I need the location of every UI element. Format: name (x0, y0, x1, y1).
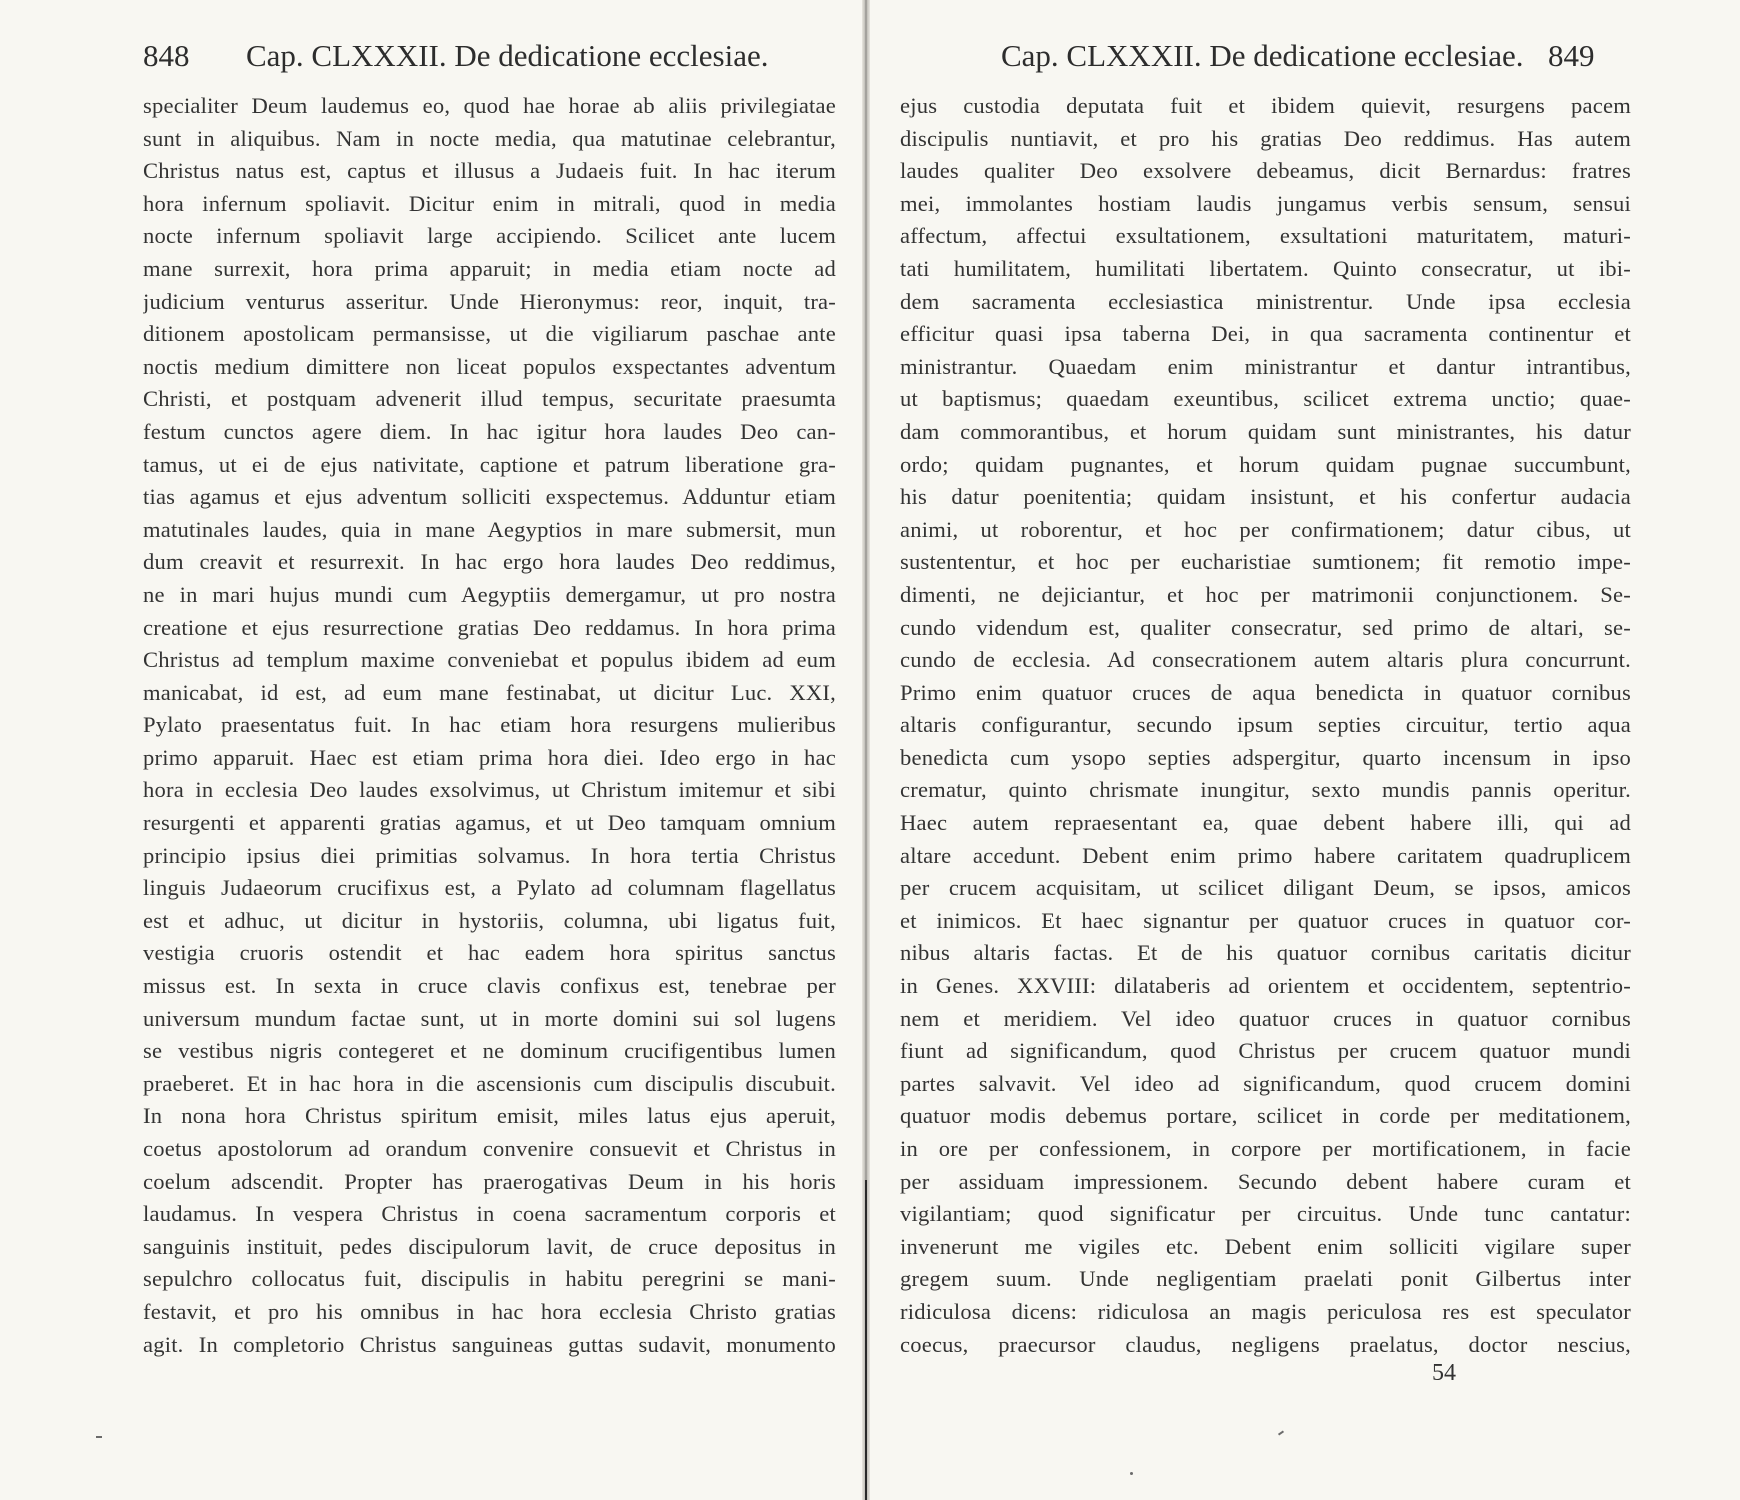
text-line: sepulchro collocatus fuit, discipulis in habitu peregrini se mani- (143, 1266, 836, 1292)
text-line: efficitur quasi ipsa taberna Dei, in qua sacramenta continentur et (900, 321, 1631, 347)
text-line: In nona hora Christus spiritum emisit, miles latus ejus aperuit, (143, 1103, 836, 1129)
text-line: gregem suum. Unde negligentiam praelati ponit Gilbertus inter (900, 1266, 1631, 1292)
text-line: creatione et ejus resurrectione gratias Deo reddamus. In hora prima (143, 614, 836, 640)
text-line: tati humilitatem, humilitati libertatem. Quinto consecratur, ut ibi- (900, 255, 1631, 281)
text-line: universum mundum factae sunt, ut in morte domini sui sol lugens (143, 1005, 836, 1031)
text-line: Haec autem repraesentant ea, quae debent habere illi, qui ad (900, 810, 1631, 836)
text-line: dem sacramenta ecclesiastica ministrentur. Unde ipsa ecclesia (900, 288, 1631, 314)
text-line: in Genes. XXVIII: dilataberis ad orientem et occidentem, septentrio- (900, 973, 1631, 999)
text-line: tamus, ut ei de ejus nativitate, captione et patrum liberatione gra- (143, 451, 836, 477)
text-line: dam commorantibus, et horum quidam sunt ministrantes, his datur (900, 418, 1631, 444)
text-line: per crucem acquisitam, ut scilicet diligant Deum, se ipsos, amicos (900, 875, 1631, 901)
text-line: primo apparuit. Haec est etiam prima hora diei. Ideo ergo in hac (143, 744, 836, 770)
text-line: specialiter Deum laudemus eo, quod hae horae ab aliis privilegiatae (143, 93, 836, 118)
text-line: est et adhuc, ut dicitur in hystoriis, columna, ubi ligatus fuit, (143, 907, 836, 933)
text-line: cundo videndum est, qualiter consecratur, sed primo de altari, se- (900, 614, 1631, 640)
text-line: per assiduam impressionem. Secundo debent habere curam et (900, 1168, 1631, 1194)
text-line: praeberet. Et in hac hora in die ascensionis cum discipulis discubuit. (143, 1070, 836, 1096)
text-line: mane surrexit, hora prima apparuit; in media etiam nocte ad (143, 255, 836, 281)
text-line: altaris configurantur, secundo ipsum septies circuitur, tertio aqua (900, 712, 1631, 738)
right-running-head: Cap. CLXXXII. De dedicatione ecclesiae. (1001, 38, 1524, 73)
text-line: ditionem apostolicam permansisse, ut die vigiliarum paschae ante (143, 321, 836, 347)
text-line: principio ipsius diei primitias solvamus. In hora tertia Christus (143, 842, 836, 868)
text-line: sunt in aliquibus. Nam in nocte media, qua matutinae celebrantur, (143, 125, 836, 151)
text-line: se vestibus nigris contegeret et ne dominum crucifigentibus lumen (143, 1038, 836, 1064)
text-line: benedicta cum ysopo septies adspergitur, quarto incensum in ipso (900, 744, 1631, 770)
text-line: missus est. In sexta in cruce clavis confixus est, tenebrae per (143, 973, 836, 999)
text-line: sanguinis instituit, pedes discipulorum lavit, de cruce depositus in (143, 1233, 836, 1259)
right-body-text (900, 90, 1631, 1361)
text-line: invenerunt me vigiles etc. Debent enim solliciti vigilare super (900, 1233, 1631, 1259)
text-line: hora infernum spoliavit. Dicitur enim in mitrali, quod in media (143, 190, 836, 216)
text-line: ordo; quidam pugnantes, et horum quidam pugnae succumbunt, (900, 451, 1631, 477)
text-line: partes salvavit. Vel ideo ad significandum, quod crucem domini (900, 1070, 1631, 1096)
text-line: fiunt ad significandum, quod Christus per crucem quatuor mundi (900, 1038, 1631, 1064)
text-line: cundo de ecclesia. Ad consecrationem autem altaris plura concurrunt. (900, 647, 1631, 673)
text-line: dimenti, ne dejiciantur, et hoc per matrimonii conjunctionem. Se- (900, 581, 1631, 607)
text-line: Christus ad templum maxime conveniebat et populus ibidem ad eum (143, 647, 836, 673)
text-line: linguis Judaeorum crucifixus est, a Pylato ad columnam flagellatus (143, 875, 836, 901)
text-line: quatuor modis debemus portare, scilicet in corde per meditationem, (900, 1103, 1631, 1129)
text-line: festum cunctos agere diem. In hac igitur hora laudes Deo can- (143, 418, 836, 444)
text-line: resurgenti et apparenti gratias agamus, et ut Deo tamquam omnium (143, 810, 836, 836)
text-line: coetus apostolorum ad orandum convenire consuevit et Christus in (143, 1136, 836, 1161)
text-line: Christus natus est, captus et illusus a Judaeis fuit. In hac iterum (143, 158, 836, 184)
text-line: mei, immolantes hostiam laudis jungamus verbis sensum, sensui (900, 190, 1631, 216)
text-line: manicabat, id est, ad eum mane festinabat, ut dicitur Luc. XXI, (143, 679, 836, 705)
text-line: nem et meridiem. Vel ideo quatuor cruces in quatuor cornibus (900, 1005, 1631, 1031)
text-line: vigilantiam; quod significatur per circuitus. Unde tunc cantatur: (900, 1201, 1631, 1227)
text-line: sustententur, et hoc per eucharistiae sumtionem; fit remotio impe- (900, 549, 1631, 575)
text-line: laudes qualiter Deo exsolvere debeamus, dicit Bernardus: fratres (900, 158, 1631, 184)
text-line: nibus altaris factas. Et de his quatuor cornibus caritatis dicitur (900, 940, 1631, 966)
text-line: animi, ut roborentur, et hoc per confirmationem; datur cibus, ut (900, 516, 1631, 542)
text-line: altare accedunt. Debent enim primo habere caritatem quadruplicem (900, 842, 1631, 868)
left-body-text (143, 90, 836, 1361)
text-line: matutinales laudes, quia in mane Aegyptios in mare submersit, mun (143, 516, 836, 542)
text-line: his datur poenitentia; quidam insistunt, et his confertur audacia (900, 484, 1631, 510)
text-line: Primo enim quatuor cruces de aqua benedicta in quatuor cornibus (900, 679, 1631, 705)
text-line: affectum, affectui exsultationem, exsultationi maturitatem, maturi- (900, 223, 1631, 249)
text-line: coelum adscendit. Propter has praerogativas Deum in his horis (143, 1168, 836, 1194)
text-line: agit. In completorio Christus sanguineas guttas sudavit, monumento (143, 1331, 836, 1357)
text-line: Pylato praesentatus fuit. In hac etiam hora resurgens mulieribus (143, 712, 836, 738)
left-page-number: 848 (143, 38, 190, 73)
text-line: in ore per confessionem, in corpore per mortificationem, in facie (900, 1136, 1631, 1161)
text-line: vestigia cruoris ostendit et hac eadem hora spiritus sanctus (143, 940, 836, 966)
text-line: ut baptismus; quaedam exeuntibus, scilicet extrema unctio; quae- (900, 386, 1631, 412)
text-line: coecus, praecursor claudus, negligens praelatus, doctor nescius, (900, 1331, 1631, 1357)
text-line: crematur, quinto chrismate inungitur, sexto mundis pannis operitur. (900, 777, 1631, 803)
text-line: et inimicos. Et haec signantur per quatuor cruces in quatuor cor- (900, 907, 1631, 933)
text-line: judicium venturus asseritur. Unde Hieronymus: reor, inquit, tra- (143, 288, 836, 314)
gutter-shadow-line (865, 1180, 867, 1500)
right-page (870, 0, 1740, 1500)
text-line: Christi, et postquam advenerit illud tempus, securitate praesumta (143, 386, 836, 412)
text-line: ejus custodia deputata fuit et ibidem quievit, resurgens pacem (900, 93, 1631, 118)
text-line: festavit, et pro his omnibus in hac hora ecclesia Christo gratias (143, 1298, 836, 1324)
text-line: dum creavit et resurrexit. In hac ergo hora laudes Deo reddimus, (143, 549, 836, 575)
text-line: discipulis nuntiavit, et pro his gratias Deo reddimus. Has autem (900, 125, 1631, 151)
text-line: nocte infernum spoliavit large accipiendo. Scilicet ante lucem (143, 223, 836, 249)
text-line: tias agamus et ejus adventum solliciti exspectemus. Adduntur etiam (143, 484, 836, 510)
text-line: laudamus. In vespera Christus in coena sacramentum corporis et (143, 1201, 836, 1227)
text-line: ministrantur. Quaedam enim ministrantur et dantur intrantibus, (900, 353, 1631, 379)
ink-speck (1130, 1472, 1133, 1475)
text-line: ne in mari hujus mundi cum Aegyptiis demergamur, ut pro nostra (143, 581, 836, 607)
text-line: noctis medium dimittere non liceat populos exspectantes adventum (143, 353, 836, 379)
ink-speck (96, 1436, 102, 1438)
text-line: ridiculosa dicens: ridiculosa an magis periculosa res est speculator (900, 1298, 1631, 1324)
text-line: hora in ecclesia Deo laudes exsolvimus, ut Christum imitemur et sibi (143, 777, 836, 803)
signature-mark: 54 (1432, 1360, 1456, 1386)
ink-speck (1278, 1430, 1284, 1435)
left-page (0, 0, 862, 1500)
right-page-number: 849 (1548, 38, 1595, 73)
left-running-head: Cap. CLXXXII. De dedicatione ecclesiae. (246, 38, 769, 73)
